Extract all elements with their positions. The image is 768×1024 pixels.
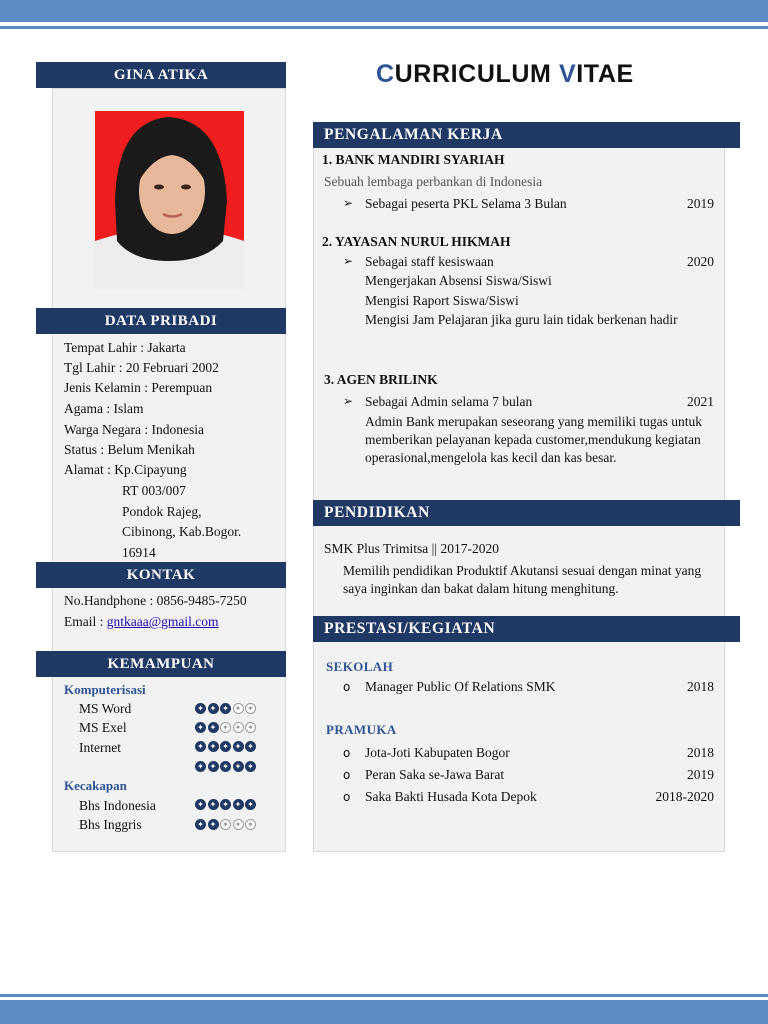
rating-star-icon: ✦ [245,799,256,810]
top-band [0,0,768,22]
circle-bullet-icon: o [343,746,351,760]
job-role-1: Sebagai peserta PKL Selama 3 Bulan [365,196,567,211]
agama: Agama : Islam [64,401,144,416]
page-title [376,60,634,89]
rating-star-icon: ✦ [195,703,206,714]
rating-star-icon: ✦ [208,703,219,714]
achievement-item: Manager Public Of Relations SMK [365,679,556,694]
rating-star-icon: ✦ [208,741,219,752]
alamat-line-1: Alamat : Kp.Cipayung [64,462,187,477]
skill-group-komputerisasi: Komputerisasi [64,682,146,697]
rating-star-icon: ✦ [233,819,244,830]
email-row [64,614,219,630]
job-detail-3: Admin Bank merupakan seseorang yang memiliki tugas untuk memberikan pelayanan kepada customer,mendukung kegiatan operasional,mengelola kas kecil dan kas besar. [365,414,703,465]
job-year-1: 2019 [687,196,714,211]
rating-star-icon: ✦ [233,741,244,752]
skill-label: Bhs Indonesia [79,798,156,813]
skill-label: MS Word [79,701,132,716]
skill-rating [195,819,265,831]
job-title-2: 2. YAYASAN NURUL HIKMAH [322,234,511,249]
section-header-pengalaman: PENGALAMAN KERJA [313,122,740,148]
achievement-group-pramuka: PRAMUKA [326,722,397,737]
skill-label: Bhs Inggris [79,817,142,832]
job-task: Mengerjakan Absensi Siswa/Siswi [365,273,552,288]
top-rule [0,26,768,29]
achievement-item: Saka Bakti Husada Kota Depok [365,789,537,804]
job-year-3: 2021 [687,394,714,409]
skill-rating [195,703,265,715]
alamat-line-5: 16914 [122,545,156,560]
achievement-year: 2018 [687,679,714,694]
achievement-item: Peran Saka se-Jawa Barat [365,767,505,782]
section-header-data-pribadi: DATA PRIBADI [36,308,286,334]
rating-star-icon: ✦ [220,722,231,733]
skill-label: MS Exel [79,720,127,735]
skill-label: Internet [79,740,121,755]
job-role-2: Sebagai staff kesiswaan [365,254,494,269]
profile-photo [95,111,244,289]
tanggal-lahir: Tgl Lahir : 20 Februari 2002 [64,360,219,375]
achievement-year: 2019 [687,767,714,782]
achievement-group-sekolah: SEKOLAH [326,659,394,674]
rating-star-icon: ✦ [233,722,244,733]
rating-star-icon: ✦ [245,722,256,733]
bottom-rule [0,994,768,997]
job-year-2: 2020 [687,254,714,269]
alamat-line-2: RT 003/007 [122,483,186,498]
title-initial-c: C [376,60,395,88]
job-title-3: 3. AGEN BRILINK [324,372,438,387]
rating-star-icon: ✦ [208,722,219,733]
achievement-year: 2018 [687,745,714,760]
arrow-bullet-icon: ➢ [343,196,354,210]
rating-star-icon: ✦ [208,799,219,810]
jenis-kelamin: Jenis Kelamin : Perempuan [64,380,213,395]
job-desc-1: Sebuah lembaga perbankan di Indonesia [324,174,543,189]
rating-star-icon: ✦ [245,741,256,752]
job-task: Mengisi Raport Siswa/Siswi [365,293,519,308]
rating-star-icon: ✦ [195,761,206,772]
education-desc: Memilih pendidikan Produktif Akutansi sesuai dengan minat yang saya inginkan dan bakat dalam hitung menghitung. [343,563,702,596]
rating-star-icon: ✦ [233,703,244,714]
rating-star-icon: ✦ [195,741,206,752]
skill-group-kecakapan: Kecakapan [64,778,127,793]
rating-star-icon: ✦ [195,819,206,830]
rating-star-icon: ✦ [220,741,231,752]
rating-star-icon: ✦ [195,799,206,810]
rating-star-icon: ✦ [233,761,244,772]
portrait-image [95,111,244,289]
achievement-year: 2018-2020 [655,789,714,804]
education-school: SMK Plus Trimitsa || 2017-2020 [324,541,499,556]
job-task: Mengisi Jam Pelajaran jika guru lain tidak berkenan hadir [365,312,678,327]
circle-bullet-icon: o [343,768,351,782]
rating-star-icon: ✦ [245,761,256,772]
rating-star-icon: ✦ [220,703,231,714]
alamat-line-3: Pondok Rajeg, [122,504,202,519]
achievement-item: Jota-Joti Kabupaten Bogor [365,745,510,760]
rating-star-icon: ✦ [220,799,231,810]
arrow-bullet-icon: ➢ [343,254,354,268]
section-header-kemampuan: KEMAMPUAN [36,651,286,677]
rating-star-icon: ✦ [245,703,256,714]
rating-star-icon: ✦ [220,819,231,830]
name-header: GINA ATIKA [36,62,286,88]
circle-bullet-icon: o [343,790,351,804]
section-header-kontak: KONTAK [36,562,286,588]
bottom-band [0,1000,768,1024]
rating-star-icon: ✦ [220,761,231,772]
title-initial-v: V [558,60,577,88]
email-link[interactable]: gntkaaa@gmail.com [106,614,219,629]
skill-rating [195,799,265,811]
arrow-bullet-icon: ➢ [343,394,354,408]
warga-negara: Warga Negara : Indonesia [64,422,204,437]
rating-star-icon: ✦ [233,799,244,810]
job-title-1: 1. BANK MANDIRI SYARIAH [322,152,505,167]
email-label: Email : [64,614,107,629]
rating-star-icon: ✦ [245,819,256,830]
circle-bullet-icon: o [343,680,351,694]
skill-rating [195,741,265,753]
status: Status : Belum Menikah [64,442,195,457]
section-header-prestasi: PRESTASI/KEGIATAN [313,616,740,642]
section-header-pendidikan: PENDIDIKAN [313,500,740,526]
title-part-1: URRICULUM [394,60,559,88]
skill-rating [195,722,265,734]
title-part-2: ITAE [576,60,634,88]
skill-rating [195,761,265,773]
rating-star-icon: ✦ [195,722,206,733]
job-role-3: Sebagai Admin selama 7 bulan [365,394,533,409]
phone-number: No.Handphone : 0856-9485-7250 [64,593,247,608]
tempat-lahir: Tempat Lahir : Jakarta [64,340,186,355]
alamat-line-4: Cibinong, Kab.Bogor. [122,524,242,539]
rating-star-icon: ✦ [208,761,219,772]
rating-star-icon: ✦ [208,819,219,830]
